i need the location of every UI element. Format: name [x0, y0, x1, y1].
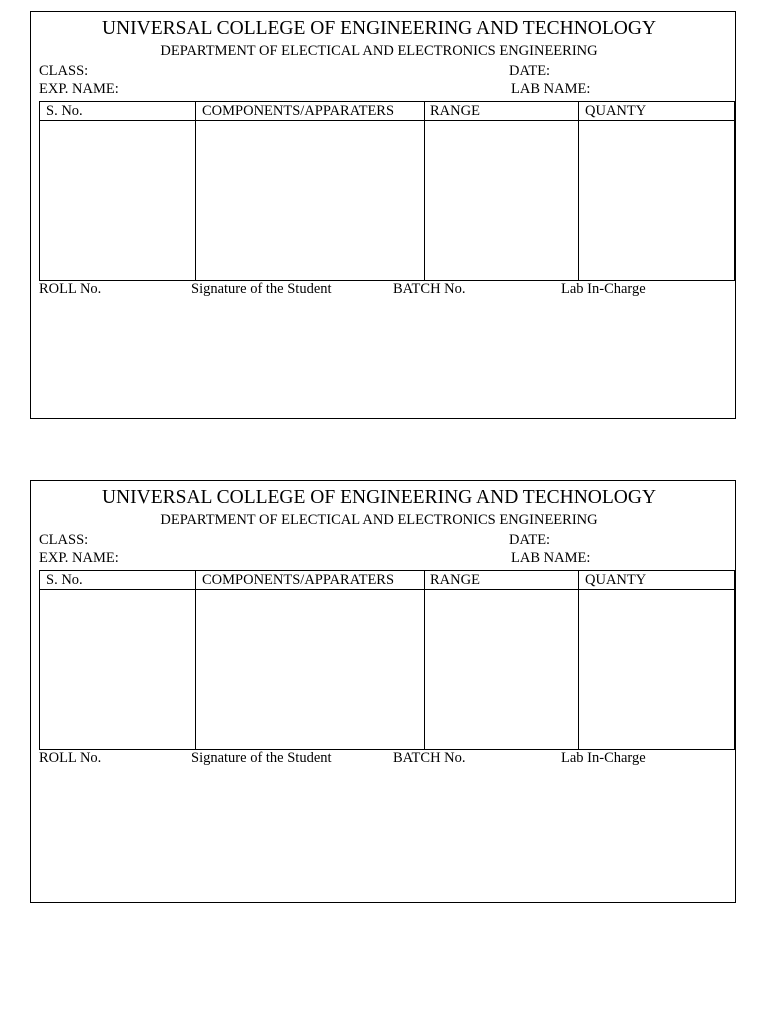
column-header-components: COMPONENTS/APPARATERS: [202, 572, 395, 588]
column-header-quantity: QUANTY: [585, 572, 647, 588]
components-table: [39, 101, 735, 281]
batch-no-label: BATCH No.: [393, 281, 466, 297]
lab-in-charge-label: Lab In-Charge: [561, 750, 646, 766]
table-divider: [578, 102, 579, 280]
lab-slip: [30, 480, 736, 903]
column-header-quantity: QUANTY: [585, 103, 647, 119]
column-header-sno: S. No.: [46, 103, 83, 119]
table-divider: [424, 102, 425, 280]
table-divider: [195, 102, 196, 280]
exp-name-label: EXP. NAME:: [39, 550, 119, 566]
exp-name-label: EXP. NAME:: [39, 81, 119, 97]
table-header-divider: [40, 120, 734, 121]
components-table: [39, 570, 735, 750]
college-title: UNIVERSAL COLLEGE OF ENGINEERING AND TECHNOLOGY: [101, 487, 657, 508]
column-header-sno: S. No.: [46, 572, 83, 588]
student-signature-label: Signature of the Student: [191, 281, 332, 297]
lab-name-label: LAB NAME:: [511, 550, 591, 566]
class-label: CLASS:: [39, 63, 89, 79]
column-header-range: RANGE: [430, 572, 480, 588]
college-title: UNIVERSAL COLLEGE OF ENGINEERING AND TECHNOLOGY: [101, 18, 657, 39]
student-signature-label: Signature of the Student: [191, 750, 332, 766]
table-divider: [424, 571, 425, 749]
roll-no-label: ROLL No.: [39, 281, 102, 297]
column-header-components: COMPONENTS/APPARATERS: [202, 103, 395, 119]
column-header-range: RANGE: [430, 103, 480, 119]
lab-name-label: LAB NAME:: [511, 81, 591, 97]
date-label: DATE:: [509, 63, 551, 79]
class-label: CLASS:: [39, 532, 89, 548]
table-divider: [578, 571, 579, 749]
date-label: DATE:: [509, 532, 551, 548]
roll-no-label: ROLL No.: [39, 750, 102, 766]
batch-no-label: BATCH No.: [393, 750, 466, 766]
table-header-divider: [40, 589, 734, 590]
department-title: DEPARTMENT OF ELECTICAL AND ELECTRONICS ENGINEERING: [160, 43, 598, 59]
table-divider: [195, 571, 196, 749]
lab-in-charge-label: Lab In-Charge: [561, 281, 646, 297]
lab-slip: [30, 11, 736, 419]
department-title: DEPARTMENT OF ELECTICAL AND ELECTRONICS ENGINEERING: [160, 512, 598, 528]
